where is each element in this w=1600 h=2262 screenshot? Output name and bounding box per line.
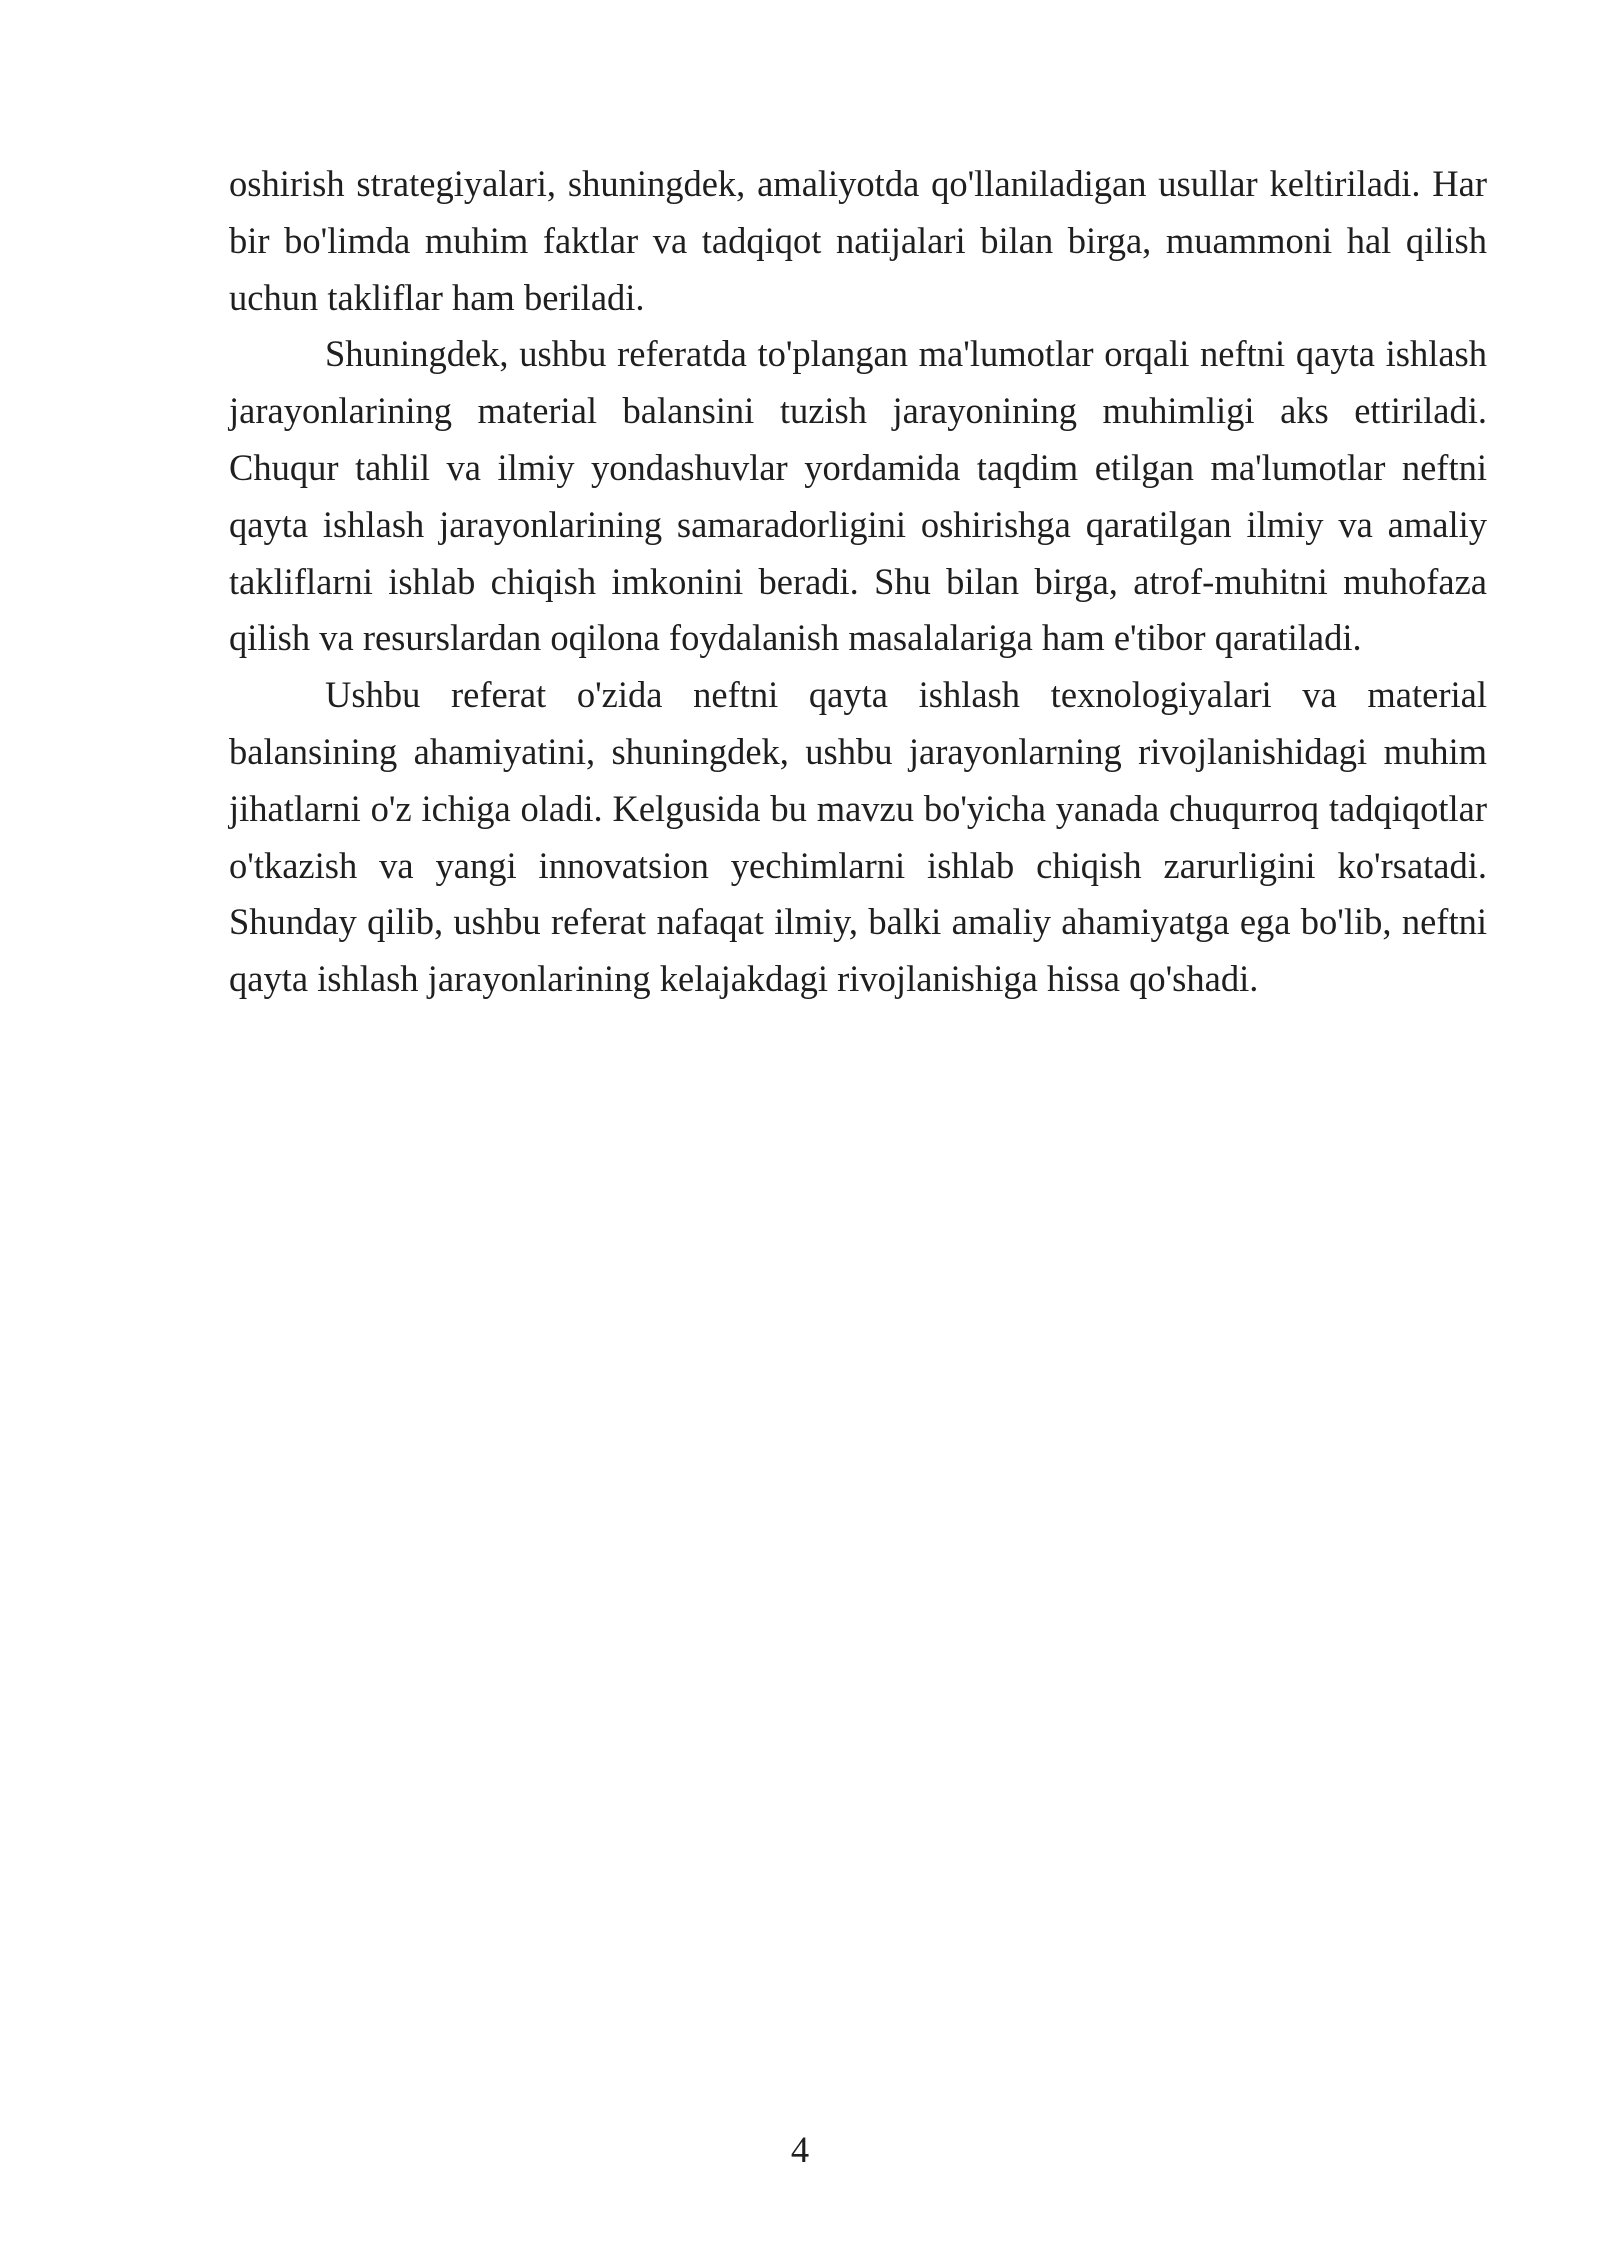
paragraph-shuningdek: Shuningdek, ushbu referatda to'plangan ma'lumotlar orqali neftni qayta ishlash jarayonlarining material balansini tuzish jarayonining muhimligi aks ettiriladi. Chuqur tahlil va ilmiy yondashuvlar yordamida taqdim etilgan ma'lumotlar neftni qayta ishlash jarayonlarining samaradorligini oshirishga qaratilgan ilmiy va amaliy takliflarni ishlab chiqish imkonini beradi. Shu bilan birga, atrof-muhitni muhofaza qilish va resurslardan oqilona foydalanish masalalariga ham e'tibor qaratiladi. (229, 333, 1487, 659)
document-body (229, 156, 1487, 1008)
paragraph-ushbu-referat: Ushbu referat o'zida neftni qayta ishlash texnologiyalari va material balansining ahamiyatini, shuningdek, ushbu jarayonlarning rivojlanishidagi muhim jihatlarni o'z ichiga oladi. Kelgusida bu mavzu bo'yicha yanada chuqurroq tadqiqotlar o'tkazish va yangi innovatsion yechimlarni ishlab chiqish zarurligini ko'rsatadi. Shunday qilib, ushbu referat nafaqat ilmiy, balki amaliy ahamiyatga ega bo'lib, neftni qayta ishlash jarayonlarining kelajakdagi rivojlanishiga hissa qo'shadi. (229, 674, 1487, 1000)
paragraph-continuation: oshirish strategiyalari, shuningdek, amaliyotda qo'llaniladigan usullar keltiriladi. Har bir bo'limda muhim faktlar va tadqiqot natijalari bilan birga, muammoni hal qilish uchun takliflar ham beriladi. (229, 163, 1487, 318)
page-number: 4 (790, 2129, 810, 2170)
